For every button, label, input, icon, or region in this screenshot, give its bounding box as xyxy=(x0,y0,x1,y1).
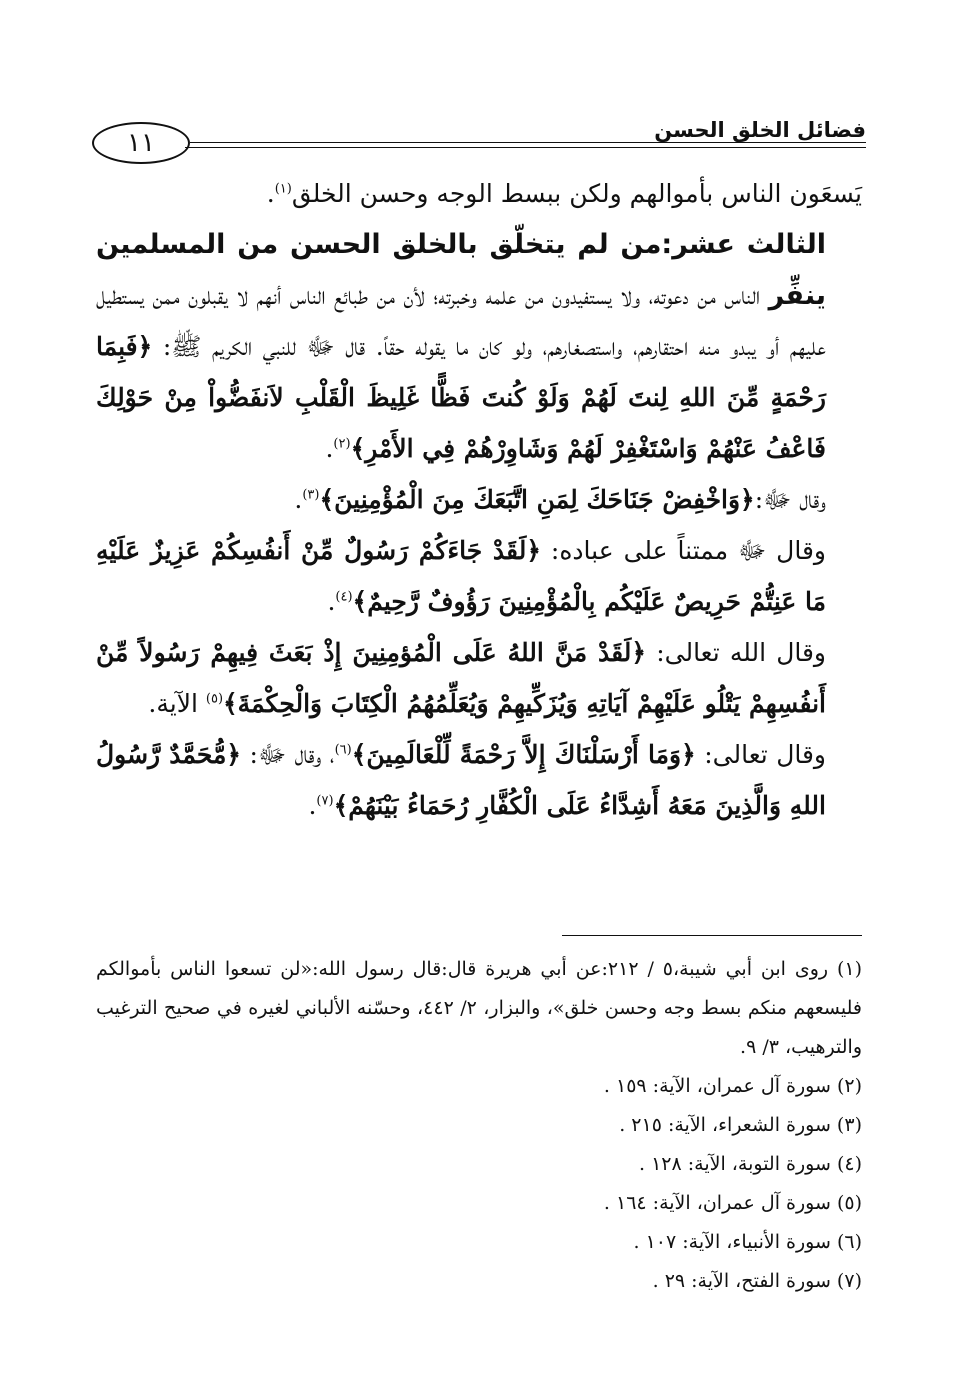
footnote-ref: (٣) xyxy=(302,487,320,503)
quran-verse: ﴿لَقَدْ مَنَّ اللهُ عَلَى الْمُؤمِنِينَ إِذْ بَعَثَ فِيهِمْ رَسُولاً مِّنْ أَنفُسِهِمْ يَتْلُو عَلَيْهِمْ آيَاتِهِ وَيُزَكِّيهِمْ وَيُعَلِّمُهُمُ الْكِتَابَ وَالْحِكْمَةَ﴾ xyxy=(96,638,826,718)
page-number: ١١ xyxy=(127,128,155,158)
quran-verse: ﴿وَاخْفِضْ جَنَاحَكَ لِمَنِ اتَّبَعَكَ مِنَ الْمُؤْمِنِينَ﴾ xyxy=(319,485,755,514)
footnote-separator xyxy=(562,935,862,936)
running-header-title: فضائل الخلق الحسن xyxy=(654,118,866,142)
footnote-ref: (٢) xyxy=(333,436,351,452)
main-text xyxy=(96,168,862,831)
quran-verse: ﴿وَمَا أَرْسَلْنَاكَ إِلاَّ رَحْمَةً لِّلْعَالَمِينَ﴾ xyxy=(351,740,696,769)
footnote-ref: (٦) xyxy=(334,742,352,758)
section-heading: الثالث عشر:من لم يتخلّق بالخلق الحسن من المسلمين ينفِّر xyxy=(96,229,826,311)
footnotes xyxy=(96,950,862,1301)
footnote-2: (٢) سورة آل عمران، الآية: ١٥٩ . xyxy=(603,1075,862,1097)
quran-verse: ﴿لَقَدْ جَاءَكُمْ رَسُولٌ مِّنْ أَنفُسِكُمْ عَزِيزٌ عَلَيْهِ مَا عَنِتُّمْ حَرِيصٌ عَلَيْكُم بِالْمُؤْمِنِينَ رَؤُوفٌ رَّحِيمٌ﴾ xyxy=(96,536,826,616)
footnote-7: (٧) سورة الفتح، الآية: ٢٩ . xyxy=(652,1270,862,1292)
footnote-ref: (٤) xyxy=(335,589,353,605)
paragraph-verse-2: وقال ﷻ:﴿وَاخْفِضْ جَنَاحَكَ لِمَنِ اتَّبَعَكَ مِنَ الْمُؤْمِنِينَ﴾$^{(٣)}$. xyxy=(294,485,826,514)
header-rule-secondary xyxy=(185,147,866,148)
paragraph-thirteen: الثالث عشر:من لم يتخلّق بالخلق الحسن من المسلمين ينفِّر الناس من دعوته، ولا يستفيدون من علمه وخبرته؛ لأن من طبائع الناس أنهم لا يقبلون ممن يستطيل عليهم أو يبدو منه احتقارهم، واستصغارهم، ولو كان ما يقوله حقاً. قال ﷻ للنبي الكريم ﷺ: ﴿فَبِمَا رَحْمَةٍ مِّنَ اللهِ لِنتَ لَهُمْ وَلَوْ كُنتَ فَظًّا غَلِيظَ الْقَلْبِ لاَنفَضُّواْ مِنْ حَوْلِكَ فَاعْفُ عَنْهُمْ وَاسْتَغْفِرْ لَهُمْ وَشَاوِرْهُمْ فِي الأَمْرِ﴾$^{(٢)}$. xyxy=(96,229,826,463)
footnote-ref: (٥) xyxy=(205,691,224,707)
footnote-6: (٦) سورة الأنبياء، الآية: ١٠٧ . xyxy=(633,1231,862,1253)
footnote-1: (١) روى ابن أبي شيبة،٥ / ٢١٢:عن أبي هريرة قال:قال رسول الله:«لن تسعوا الناس بأموالكم فليسعهم منكم بسط وجه وحسن خلق»، والبزار، ٢/ ٤٤٢، وحسّنه الألباني لغيره في صحيح الترغيب والترهيب، ٣/ ٩. xyxy=(96,958,863,1058)
footnote-3: (٣) سورة الشعراء، الآية: ٢١٥ . xyxy=(619,1114,862,1136)
page-number-badge xyxy=(92,122,190,164)
paragraph-verse-4: وقال الله تعالى: ﴿لَقَدْ مَنَّ اللهُ عَلَى الْمُؤمِنِينَ إِذْ بَعَثَ فِيهِمْ رَسُولاً مِّنْ أَنفُسِهِمْ يَتْلُو عَلَيْهِمْ آيَاتِهِ وَيُزَكِّيهِمْ وَيُعَلِّمُهُمُ الْكِتَابَ وَالْحِكْمَةَ﴾$^{(٥)}$ الآية. xyxy=(96,638,827,718)
paragraph-verse-3: وقال ﷻ ممتناً على عباده: ﴿لَقَدْ جَاءَكُمْ رَسُولٌ مِّنْ أَنفُسِكُمْ عَزِيزٌ عَلَيْهِ مَا عَنِتُّمْ حَرِيصٌ عَلَيْكُم بِالْمُؤْمِنِينَ رَؤُوفٌ رَّحِيمٌ﴾$^{(٤)}$. xyxy=(96,536,826,616)
footnote-ref: (١) xyxy=(274,181,292,197)
quran-verse: ﴿فَبِمَا رَحْمَةٍ مِّنَ اللهِ لِنتَ لَهُمْ وَلَوْ كُنتَ فَظًّا غَلِيظَ الْقَلْبِ لاَنفَضُّواْ مِنْ حَوْلِكَ فَاعْفُ عَنْهُمْ وَاسْتَغْفِرْ لَهُمْ وَشَاوِرْهُمْ فِي الأَمْرِ﴾ xyxy=(96,332,826,463)
footnote-4: (٤) سورة التوبة، الآية: ١٢٨ . xyxy=(638,1153,862,1175)
footnote-ref: (٧) xyxy=(316,793,334,809)
paragraph-verse-5: وقال تعالى: ﴿وَمَا أَرْسَلْنَاكَ إِلاَّ رَحْمَةً لِّلْعَالَمِينَ﴾$^{(٦)}$، وقال ﷻ: ﴿مُّحَمَّدٌ رَّسُولُ اللهِ وَالَّذِينَ مَعَهُ أَشِدَّاءُ عَلَى الْكُفَّارِ رُحَمَاءُ بَيْنَهُمْ﴾$^{(٧)}$. xyxy=(96,740,827,820)
header-rule xyxy=(190,142,866,143)
footnote-5: (٥) سورة آل عمران، الآية: ١٦٤ . xyxy=(603,1192,862,1214)
quran-verse: ﴿مُّحَمَّدٌ رَّسُولُ اللهِ وَالَّذِينَ مَعَهُ أَشِدَّاءُ عَلَى الْكُفَّارِ رُحَمَاءُ بَيْنَهُمْ﴾ xyxy=(96,740,826,820)
paragraph-continuation: يَسعَون الناس بأموالهم ولكن ببسط الوجه وحسن الخلق$^{(١)}$. xyxy=(266,179,862,208)
